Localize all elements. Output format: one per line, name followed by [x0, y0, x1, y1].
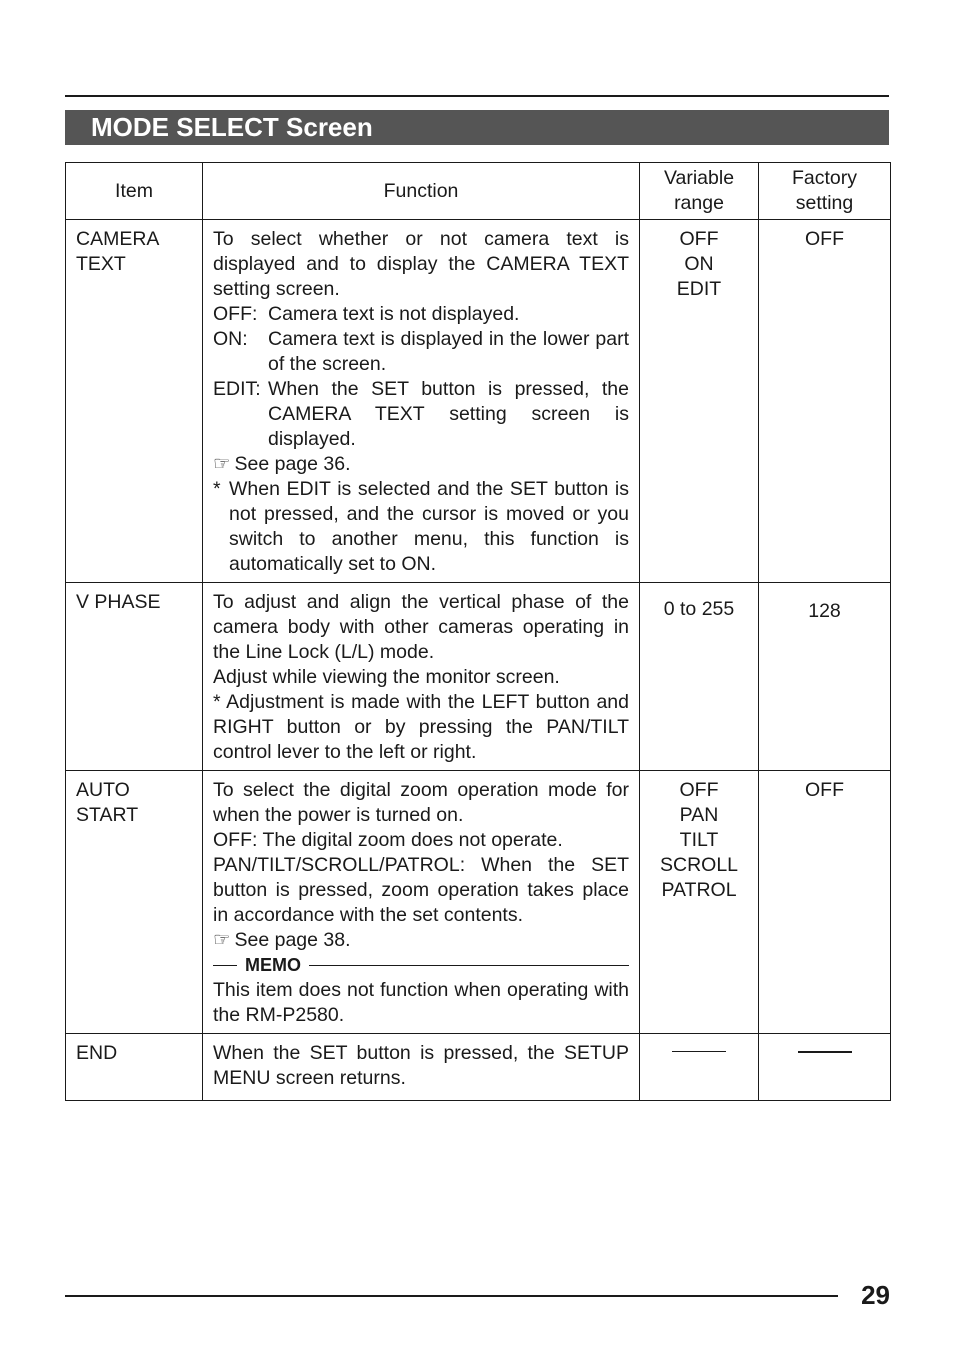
- factory-value: OFF: [805, 779, 844, 801]
- factory-value: 128: [808, 600, 841, 622]
- bottom-rule: [65, 1295, 838, 1297]
- function-line: OFF: The digital zoom does not operate.: [213, 829, 563, 851]
- note: [213, 477, 629, 577]
- function-line: PAN/TILT/SCROLL/PATROL: When the SET button is pressed, zoom operation takes place in accordance with the set contents.: [213, 854, 629, 926]
- range-value: OFF: [679, 228, 719, 250]
- note-text: When EDIT is selected and the SET button is not pressed, and the cursor is moved or you switch to another menu, this function is automatically set to ON.: [229, 478, 629, 575]
- range-value: 0 to 255: [663, 598, 735, 620]
- row-range-v-phase: [640, 583, 759, 771]
- option-text: Camera text is not displayed.: [268, 303, 520, 325]
- section-title: MODE SELECT Screen: [65, 110, 889, 145]
- function-line: To adjust and align the vertical phase of the camera body with other cameras operating in the Line Lock (L/L) mode.: [213, 591, 629, 663]
- row-item-auto-start: [66, 771, 203, 1034]
- range-value: TILT: [679, 829, 719, 851]
- memo-rule-left: [213, 965, 237, 966]
- function-line: * Adjustment is made with the LEFT button and RIGHT button or by pressing the PAN/TILT control lever to the left or right.: [213, 691, 629, 763]
- page-number: 29: [861, 1280, 890, 1310]
- range-value: PATROL: [661, 879, 737, 901]
- option-label: EDIT:: [213, 378, 261, 400]
- factory-none-dash: [798, 1051, 852, 1053]
- memo-label: MEMO: [245, 955, 301, 975]
- range-value: ON: [684, 253, 714, 275]
- function-line: Adjust while viewing the monitor screen.: [213, 666, 560, 688]
- option-text: Camera text is displayed in the lower part of the screen.: [268, 328, 629, 375]
- row-factory-end: [759, 1034, 891, 1101]
- header-factory-setting: [759, 163, 891, 220]
- header-range-line2: range: [674, 192, 724, 214]
- row-range-end: [640, 1034, 759, 1101]
- header-function: Function: [203, 163, 640, 220]
- row-function-camera-text: [203, 220, 640, 583]
- item-line: V PHASE: [76, 591, 161, 613]
- function-line: When the SET button is pressed, the SETUP MENU screen returns.: [213, 1042, 629, 1089]
- row-item-camera-text: [66, 220, 203, 583]
- item-line: CAMERA: [76, 228, 160, 250]
- function-intro: To select whether or not camera text is displayed and to display the CAMERA TEXT setting screen.: [213, 228, 629, 300]
- row-function-end: [203, 1034, 640, 1101]
- row-range-camera-text: [640, 220, 759, 583]
- note-mark: *: [213, 478, 221, 500]
- function-line: To select the digital zoom operation mode for when the power is turned on.: [213, 779, 629, 826]
- reference-text: See page 38.: [234, 929, 351, 951]
- header-item: Item: [66, 163, 203, 220]
- row-factory-auto-start: [759, 771, 891, 1034]
- option-text: When the SET button is pressed, the CAMERA TEXT setting screen is displayed.: [268, 378, 629, 450]
- range-none-dash: [672, 1051, 726, 1052]
- row-function-v-phase: [203, 583, 640, 771]
- item-line: TEXT: [76, 253, 126, 275]
- table-header-row: [66, 163, 891, 220]
- header-range-line1: Variable: [663, 167, 735, 189]
- table-row: [66, 583, 891, 771]
- option-label: OFF:: [213, 303, 258, 325]
- memo-rule-right: [309, 965, 629, 966]
- option-on: [213, 327, 629, 377]
- range-value: EDIT: [676, 278, 722, 300]
- row-item-end: [66, 1034, 203, 1101]
- row-item-v-phase: [66, 583, 203, 771]
- range-value: OFF: [679, 779, 719, 801]
- table-row: [66, 220, 891, 583]
- row-function-auto-start: [203, 771, 640, 1034]
- header-variable-range: [640, 163, 759, 220]
- page-reference: [213, 928, 629, 953]
- row-range-auto-start: [640, 771, 759, 1034]
- table-row: [66, 1034, 891, 1101]
- range-value: PAN: [679, 804, 719, 826]
- page-reference: [213, 452, 629, 477]
- pointing-hand-icon: ☞: [213, 453, 231, 475]
- option-label: ON:: [213, 328, 248, 350]
- reference-text: See page 36.: [234, 453, 351, 475]
- range-value: SCROLL: [659, 854, 739, 876]
- memo-heading: [213, 953, 629, 978]
- row-factory-v-phase: [759, 583, 891, 771]
- header-factory-line1: Factory: [791, 167, 857, 189]
- row-factory-camera-text: [759, 220, 891, 583]
- option-off: [213, 302, 629, 327]
- pointing-hand-icon: ☞: [213, 929, 231, 951]
- option-edit: [213, 377, 629, 452]
- item-line: END: [76, 1042, 118, 1064]
- mode-select-table: [65, 162, 891, 1101]
- item-line: START: [76, 804, 139, 826]
- factory-value: OFF: [805, 228, 844, 250]
- memo-text: This item does not function when operating with the RM-P2580.: [213, 979, 629, 1026]
- table-row: [66, 771, 891, 1034]
- top-rule: [65, 95, 889, 97]
- item-line: AUTO: [76, 779, 130, 801]
- header-factory-line2: setting: [795, 192, 854, 214]
